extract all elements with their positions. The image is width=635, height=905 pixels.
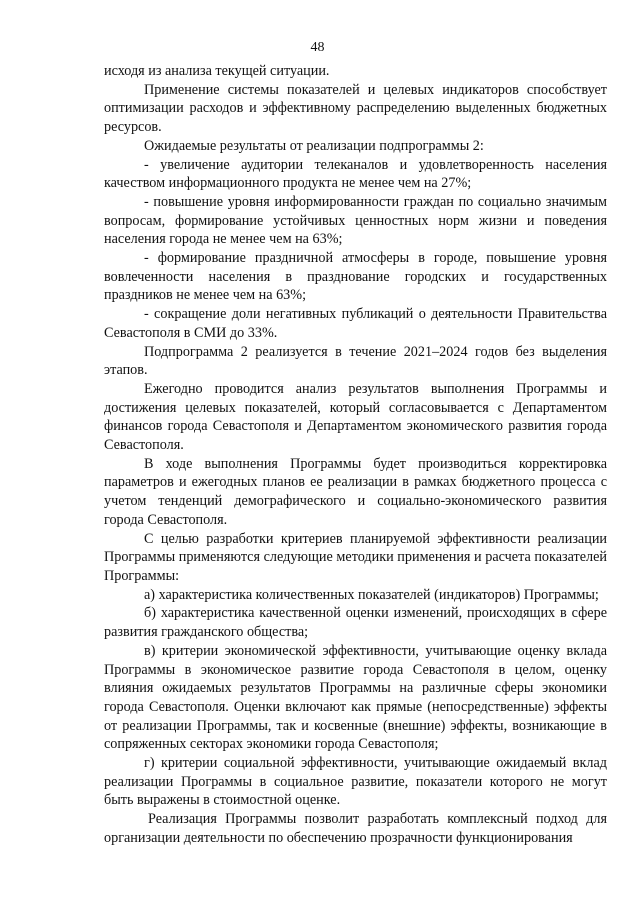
- list-item-festive-atmosphere: - формирование праздничной атмосферы в городе, повышение уровня вовлеченности населения в празднование городских и государственных праздников не менее чем на 63%;: [104, 250, 607, 304]
- paragraph-annual-analysis: Ежегодно проводится анализ результатов выполнения Программы и достижения целевых показателей, который согласовывается с Департаментом финансов города Севастополя и Департаментом экономического развития города Севастополя.: [104, 380, 607, 454]
- list-item-economic-efficiency: в) критерии экономической эффективности, учитывающие оценку вклада Программы в экономическое развитие города Севастополя в целом, оценку влияния ожидаемых результатов Программы на различные сферы экономики города Севастополя. Оценки включают как прямые (непосредственные) эффекты от реализации Программы, так и косвенные (внешние) эффекты, возникающие в сопряженных секторах экономики города Севастополя;: [104, 642, 607, 753]
- list-item-negative-publications: - сокращение доли негативных публикаций о деятельности Правительства Севастополя в СМИ до 33%.: [104, 306, 607, 341]
- list-item-audience-growth: - увеличение аудитории телеканалов и удовлетворенность населения качеством информационного продукта не менее чем на 27%;: [104, 156, 607, 192]
- list-item-social-efficiency: г) критерии социальной эффективности, учитывающие ожидаемый вклад реализации Программы в социальное развитие, показатели которого не могут быть выражены в стоимостной оценке.: [104, 755, 607, 809]
- paragraph-efficiency-criteria: С целью разработки критериев планируемой эффективности реализации Программы применяются следующие методики применения и расчета показателей Программы:: [104, 530, 607, 584]
- paragraph-continuation: исходя из анализа текущей ситуации.: [104, 63, 330, 79]
- list-item-citizen-awareness: - повышение уровня информированности граждан по социально значимым вопросам, формирование устойчивых ценностных норм жизни и поведения населения города не менее чем на 63%;: [104, 193, 607, 248]
- paragraph-corrections: В ходе выполнения Программы будет производиться корректировка параметров и ежегодных планов ее реализации в рамках бюджетного процесса с учетом тенденций демографического и социально-экономического развития города Севастополя.: [104, 455, 607, 528]
- document-body: [104, 62, 607, 848]
- list-item-quantitative-indicators: а) характеристика количественных показателей (индикаторов) Программы;: [144, 586, 599, 603]
- paragraph-subprogram-period: Подпрограмма 2 реализуется в течение 2021–2024 годов без выделения этапов.: [104, 343, 607, 379]
- paragraph-expected-results-heading: Ожидаемые результаты от реализации подпрограммы 2:: [144, 137, 484, 154]
- list-item-qualitative-assessment: б) характеристика качественной оценки изменений, происходящих в сфере развития гражданского общества;: [104, 605, 607, 641]
- paragraph-indicators-system: Применение системы показателей и целевых индикаторов способствует оптимизации расходов и эффективному распределению выделенных бюджетных ресурсов.: [104, 81, 607, 136]
- paragraph-program-implementation: Реализация Программы позволит разработать комплексный подход для организации деятельности по обеспечению прозрачности функционирования: [104, 811, 607, 846]
- page-number: 48: [310, 40, 325, 55]
